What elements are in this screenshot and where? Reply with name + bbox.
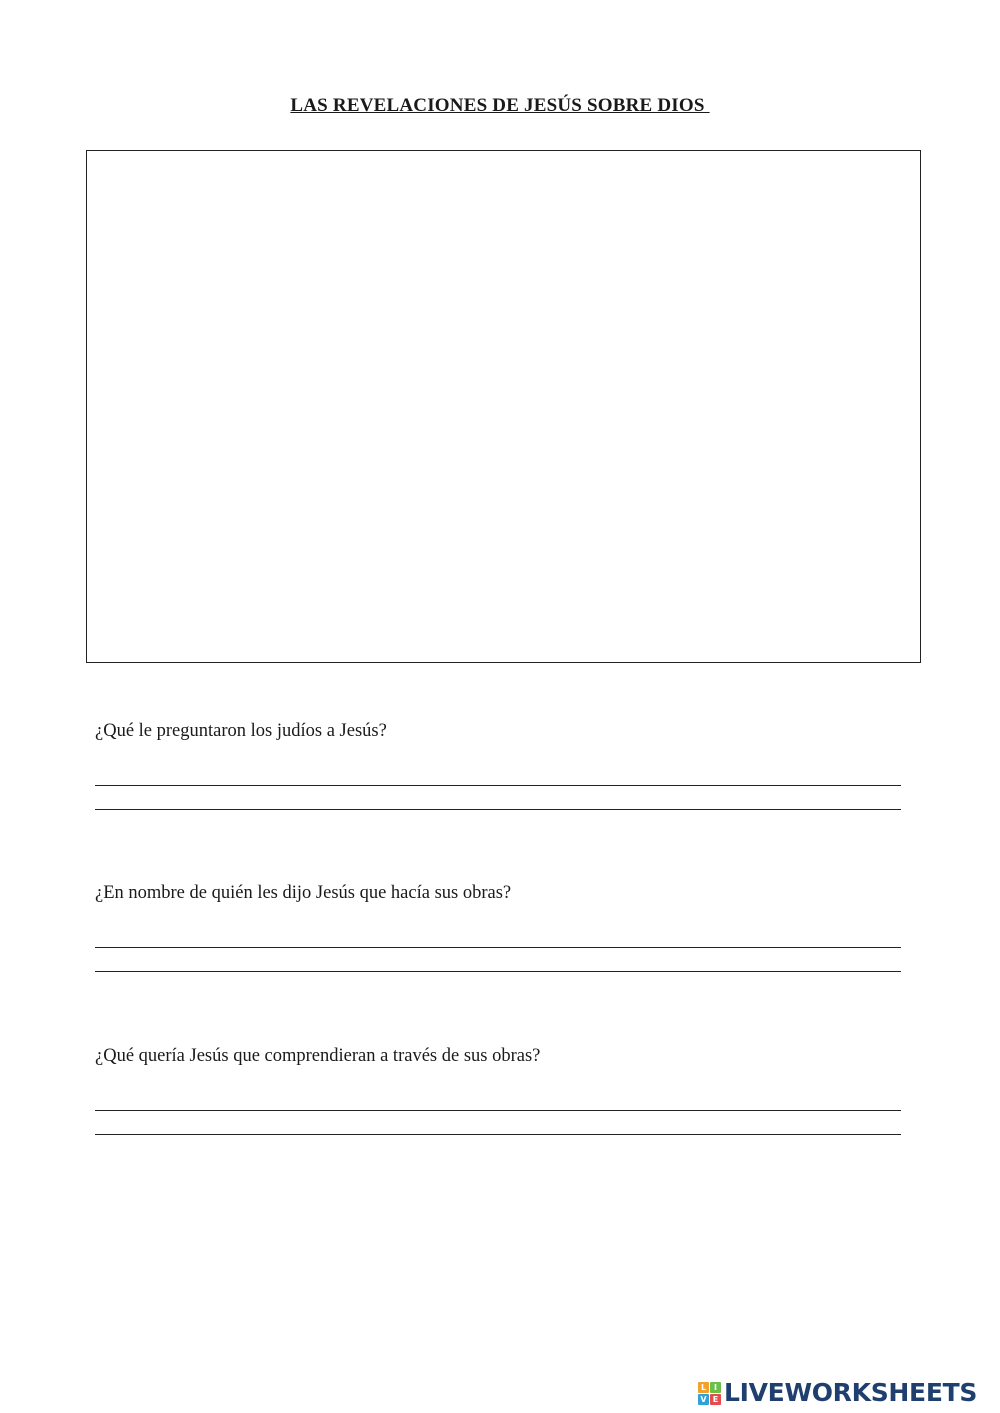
answer-line-1a[interactable] — [95, 785, 901, 786]
answer-line-2b[interactable] — [95, 971, 901, 972]
answer-line-3a[interactable] — [95, 1110, 901, 1111]
answer-line-1b[interactable] — [95, 809, 901, 810]
image-frame — [86, 150, 921, 663]
question-2: ¿En nombre de quién les dijo Jesús que hacía sus obras? — [95, 883, 512, 903]
liveworksheets-logo-icon — [698, 1382, 721, 1405]
answer-line-3b[interactable] — [95, 1134, 901, 1135]
liveworksheets-logo — [698, 1378, 977, 1408]
answer-line-2a[interactable] — [95, 947, 901, 948]
question-1: ¿Qué le preguntaron los judíos a Jesús? — [95, 721, 387, 741]
question-3: ¿Qué quería Jesús que comprendieran a través de sus obras? — [95, 1046, 541, 1066]
logo-text: LIVEWORKSHEETS — [724, 1378, 978, 1407]
logo-letter-v: V — [698, 1394, 709, 1405]
worksheet-title: LAS REVELACIONES DE JESÚS SOBRE DIOS — [290, 95, 710, 116]
logo-letter-l: L — [698, 1382, 709, 1393]
logo-letter-i: I — [710, 1382, 721, 1393]
logo-letter-e: E — [710, 1394, 721, 1405]
